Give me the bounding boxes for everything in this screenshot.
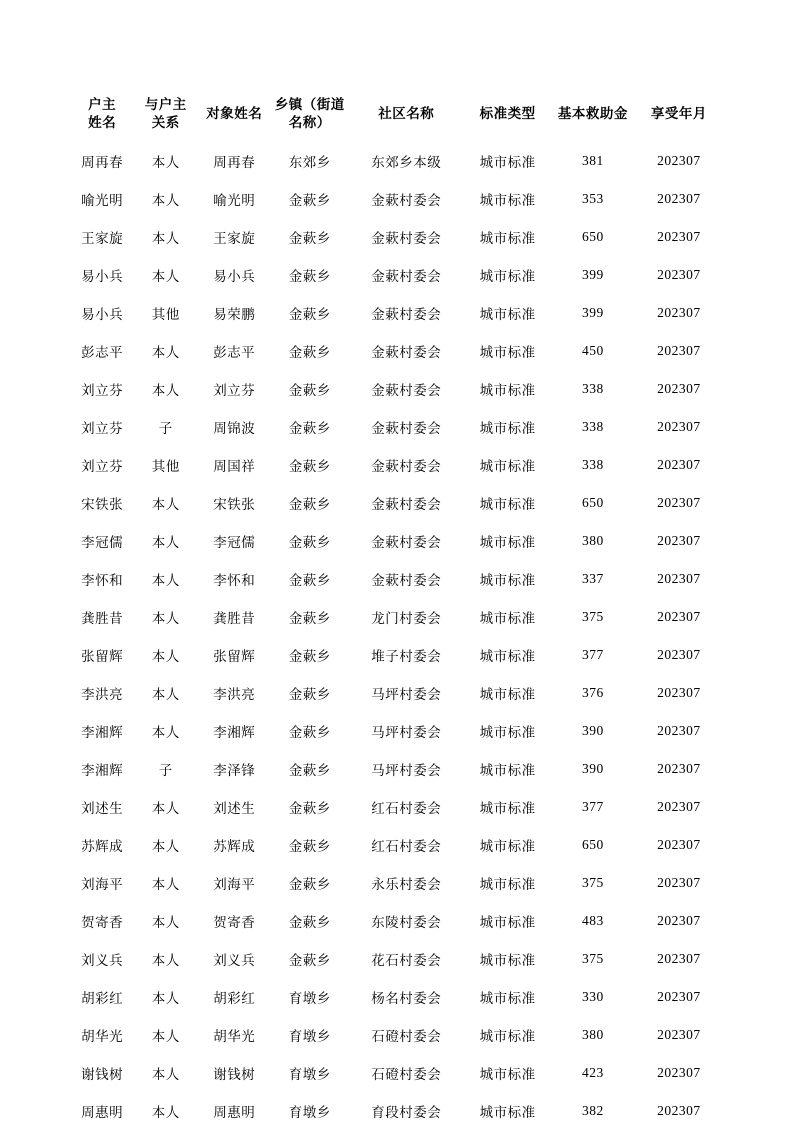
- header-line-1: 与户主: [144, 97, 187, 112]
- cell-standard-type: 城市标准: [479, 611, 536, 627]
- cell-community: 花石村委会: [371, 953, 442, 969]
- column-header-period: [635, 92, 723, 142]
- cell-standard-type: 城市标准: [479, 231, 536, 247]
- header-line-2: 关系: [151, 115, 180, 131]
- cell-period: 202307: [657, 1103, 701, 1119]
- cell-relationship: 本人: [151, 839, 180, 855]
- cell-period: 202307: [657, 419, 701, 435]
- cell-relationship: 本人: [151, 1029, 180, 1045]
- cell-relationship: 本人: [151, 991, 180, 1007]
- cell-community: 永乐村委会: [371, 877, 442, 893]
- cell-standard-type: 城市标准: [479, 877, 536, 893]
- cell-township: 金蔌乡: [288, 459, 331, 475]
- cell-object-name: 刘义兵: [213, 953, 256, 969]
- cell-householder-name: 周再春: [81, 155, 124, 171]
- table-row: [70, 180, 723, 218]
- cell-community: 金蔌村委会: [371, 383, 442, 399]
- header-line-1: 对象姓名: [206, 106, 263, 122]
- cell-standard-type: 城市标准: [479, 1029, 536, 1045]
- table-row: [70, 370, 723, 408]
- table-row: [70, 598, 723, 636]
- cell-object-name: 李湘辉: [213, 725, 256, 741]
- cell-community: 马坪村委会: [371, 763, 442, 779]
- cell-object-name: 周国祥: [213, 459, 256, 475]
- table-row: [70, 826, 723, 864]
- cell-object-name: 刘立芬: [213, 383, 256, 399]
- table-row: [70, 1092, 723, 1130]
- cell-period: 202307: [657, 609, 701, 625]
- cell-period: 202307: [657, 1027, 701, 1043]
- cell-period: 202307: [657, 267, 701, 283]
- cell-relationship: 本人: [151, 611, 180, 627]
- cell-object-name: 喻光明: [213, 193, 256, 209]
- table-row: [70, 864, 723, 902]
- cell-relationship: 本人: [151, 269, 180, 285]
- cell-period: 202307: [657, 723, 701, 739]
- cell-object-name: 彭志平: [213, 345, 256, 361]
- cell-township: 金蔌乡: [288, 763, 331, 779]
- cell-householder-name: 胡彩红: [81, 991, 124, 1007]
- cell-community: 东郊乡本级: [371, 155, 442, 171]
- cell-period: 202307: [657, 305, 701, 321]
- cell-standard-type: 城市标准: [479, 155, 536, 171]
- cell-basic-aid: 330: [582, 989, 604, 1005]
- cell-standard-type: 城市标准: [479, 459, 536, 475]
- cell-township: 金蔌乡: [288, 497, 331, 513]
- cell-relationship: 本人: [151, 193, 180, 209]
- cell-township: 金蔌乡: [288, 611, 331, 627]
- cell-standard-type: 城市标准: [479, 687, 536, 703]
- cell-object-name: 胡彩红: [213, 991, 256, 1007]
- cell-basic-aid: 375: [582, 875, 604, 891]
- cell-community: 杨名村委会: [371, 991, 442, 1007]
- cell-township: 金蔌乡: [288, 649, 331, 665]
- column-header-township: [271, 92, 348, 142]
- table-header-row: [70, 92, 723, 142]
- column-header-relationship: [134, 92, 197, 142]
- header-line-1: 社区名称: [378, 106, 435, 122]
- cell-relationship: 本人: [151, 497, 180, 513]
- cell-township: 金蔌乡: [288, 231, 331, 247]
- cell-householder-name: 苏辉成: [81, 839, 124, 855]
- header-line-1: 标准类型: [479, 106, 536, 122]
- cell-community: 金蔌村委会: [371, 193, 442, 209]
- cell-standard-type: 城市标准: [479, 269, 536, 285]
- table-row: [70, 484, 723, 522]
- cell-community: 马坪村委会: [371, 725, 442, 741]
- table-row: [70, 446, 723, 484]
- cell-relationship: 本人: [151, 345, 180, 361]
- cell-period: 202307: [657, 457, 701, 473]
- cell-householder-name: 李湘辉: [81, 725, 124, 741]
- table-row: [70, 902, 723, 940]
- cell-township: 金蔌乡: [288, 345, 331, 361]
- cell-relationship: 本人: [151, 231, 180, 247]
- cell-township: 金蔌乡: [288, 953, 331, 969]
- table-row: [70, 408, 723, 446]
- cell-relationship: 本人: [151, 155, 180, 171]
- cell-object-name: 宋铁张: [213, 497, 256, 513]
- cell-standard-type: 城市标准: [479, 953, 536, 969]
- cell-object-name: 李怀和: [213, 573, 256, 589]
- cell-period: 202307: [657, 761, 701, 777]
- table-row: [70, 1016, 723, 1054]
- cell-object-name: 易小兵: [213, 269, 256, 285]
- cell-householder-name: 李怀和: [81, 573, 124, 589]
- cell-relationship: 其他: [151, 459, 180, 475]
- cell-period: 202307: [657, 153, 701, 169]
- table-header: [70, 92, 723, 142]
- cell-township: 金蔌乡: [288, 307, 331, 323]
- cell-standard-type: 城市标准: [479, 991, 536, 1007]
- cell-relationship: 本人: [151, 877, 180, 893]
- cell-standard-type: 城市标准: [479, 1105, 536, 1121]
- cell-basic-aid: 380: [582, 533, 604, 549]
- table-row: [70, 940, 723, 978]
- cell-basic-aid: 375: [582, 951, 604, 967]
- header-line-2: 名称）: [288, 115, 331, 131]
- cell-householder-name: 李洪亮: [81, 687, 124, 703]
- cell-community: 金蔌村委会: [371, 497, 442, 513]
- cell-object-name: 苏辉成: [213, 839, 256, 855]
- column-header-community: [348, 92, 464, 142]
- cell-householder-name: 彭志平: [81, 345, 124, 361]
- table-row: [70, 256, 723, 294]
- cell-basic-aid: 399: [582, 305, 604, 321]
- cell-community: 金蔌村委会: [371, 231, 442, 247]
- cell-standard-type: 城市标准: [479, 193, 536, 209]
- table-body: [70, 142, 723, 1130]
- table-row: [70, 788, 723, 826]
- cell-relationship: 本人: [151, 1067, 180, 1083]
- cell-community: 堆子村委会: [371, 649, 442, 665]
- cell-relationship: 子: [158, 421, 173, 437]
- cell-township: 金蔌乡: [288, 839, 331, 855]
- cell-community: 石磴村委会: [371, 1029, 442, 1045]
- cell-object-name: 王家旋: [213, 231, 256, 247]
- cell-householder-name: 胡华光: [81, 1029, 124, 1045]
- cell-relationship: 本人: [151, 953, 180, 969]
- cell-basic-aid: 338: [582, 419, 604, 435]
- cell-basic-aid: 375: [582, 609, 604, 625]
- cell-township: 育墩乡: [288, 1105, 331, 1121]
- column-header-standard-type: [464, 92, 551, 142]
- cell-householder-name: 李冠儒: [81, 535, 124, 551]
- cell-basic-aid: 423: [582, 1065, 604, 1081]
- cell-period: 202307: [657, 799, 701, 815]
- cell-township: 金蔌乡: [288, 915, 331, 931]
- cell-object-name: 周惠明: [213, 1105, 256, 1121]
- cell-householder-name: 易小兵: [81, 269, 124, 285]
- cell-relationship: 本人: [151, 801, 180, 817]
- cell-period: 202307: [657, 837, 701, 853]
- table-row: [70, 674, 723, 712]
- cell-community: 金蔌村委会: [371, 573, 442, 589]
- cell-community: 马坪村委会: [371, 687, 442, 703]
- cell-township: 金蔌乡: [288, 535, 331, 551]
- cell-township: 金蔌乡: [288, 269, 331, 285]
- table-row: [70, 294, 723, 332]
- cell-period: 202307: [657, 1065, 701, 1081]
- cell-standard-type: 城市标准: [479, 725, 536, 741]
- cell-householder-name: 刘述生: [81, 801, 124, 817]
- cell-standard-type: 城市标准: [479, 535, 536, 551]
- cell-standard-type: 城市标准: [479, 421, 536, 437]
- table-row: [70, 712, 723, 750]
- header-line-1: 基本救助金: [557, 106, 628, 122]
- cell-basic-aid: 390: [582, 723, 604, 739]
- cell-township: 金蔌乡: [288, 687, 331, 703]
- cell-relationship: 本人: [151, 915, 180, 931]
- cell-object-name: 贺寄香: [213, 915, 256, 931]
- cell-basic-aid: 399: [582, 267, 604, 283]
- cell-period: 202307: [657, 913, 701, 929]
- cell-standard-type: 城市标准: [479, 383, 536, 399]
- cell-householder-name: 张留辉: [81, 649, 124, 665]
- cell-householder-name: 周惠明: [81, 1105, 124, 1121]
- cell-householder-name: 李湘辉: [81, 763, 124, 779]
- cell-householder-name: 刘义兵: [81, 953, 124, 969]
- cell-standard-type: 城市标准: [479, 345, 536, 361]
- cell-object-name: 刘海平: [213, 877, 256, 893]
- cell-community: 金蔌村委会: [371, 307, 442, 323]
- cell-relationship: 其他: [151, 307, 180, 323]
- cell-basic-aid: 380: [582, 1027, 604, 1043]
- cell-township: 东郊乡: [288, 155, 331, 171]
- cell-householder-name: 刘立芬: [81, 459, 124, 475]
- table-row: [70, 1054, 723, 1092]
- cell-householder-name: 刘立芬: [81, 383, 124, 399]
- cell-relationship: 本人: [151, 687, 180, 703]
- cell-basic-aid: 376: [582, 685, 604, 701]
- cell-community: 石磴村委会: [371, 1067, 442, 1083]
- cell-object-name: 周再春: [213, 155, 256, 171]
- cell-community: 红石村委会: [371, 801, 442, 817]
- cell-community: 育段村委会: [371, 1105, 442, 1121]
- cell-basic-aid: 382: [582, 1103, 604, 1119]
- cell-relationship: 本人: [151, 573, 180, 589]
- table-row: [70, 332, 723, 370]
- cell-object-name: 易荣鹏: [213, 307, 256, 323]
- cell-township: 金蔌乡: [288, 801, 331, 817]
- cell-community: 龙门村委会: [371, 611, 442, 627]
- cell-object-name: 张留辉: [213, 649, 256, 665]
- cell-standard-type: 城市标准: [479, 801, 536, 817]
- cell-period: 202307: [657, 875, 701, 891]
- column-header-basic-aid: [551, 92, 635, 142]
- cell-object-name: 龚胜昔: [213, 611, 256, 627]
- cell-householder-name: 龚胜昔: [81, 611, 124, 627]
- cell-period: 202307: [657, 381, 701, 397]
- cell-period: 202307: [657, 495, 701, 511]
- cell-householder-name: 王家旋: [81, 231, 124, 247]
- cell-township: 金蔌乡: [288, 421, 331, 437]
- subsidy-table: [70, 92, 723, 1130]
- cell-relationship: 本人: [151, 649, 180, 665]
- cell-period: 202307: [657, 989, 701, 1005]
- header-line-2: 姓名: [88, 115, 117, 131]
- cell-householder-name: 喻光明: [81, 193, 124, 209]
- table-row: [70, 750, 723, 788]
- cell-basic-aid: 337: [582, 571, 604, 587]
- cell-community: 金蔌村委会: [371, 459, 442, 475]
- cell-relationship: 本人: [151, 535, 180, 551]
- cell-object-name: 胡华光: [213, 1029, 256, 1045]
- cell-community: 金蔌村委会: [371, 269, 442, 285]
- cell-standard-type: 城市标准: [479, 763, 536, 779]
- cell-relationship: 本人: [151, 1105, 180, 1121]
- cell-basic-aid: 650: [582, 837, 604, 853]
- cell-period: 202307: [657, 951, 701, 967]
- cell-object-name: 刘述生: [213, 801, 256, 817]
- cell-period: 202307: [657, 685, 701, 701]
- cell-standard-type: 城市标准: [479, 915, 536, 931]
- column-header-object-name: [197, 92, 271, 142]
- cell-standard-type: 城市标准: [479, 1067, 536, 1083]
- cell-standard-type: 城市标准: [479, 497, 536, 513]
- header-line-1: 户主: [88, 97, 117, 112]
- cell-township: 金蔌乡: [288, 877, 331, 893]
- cell-community: 金蔌村委会: [371, 535, 442, 551]
- cell-basic-aid: 650: [582, 495, 604, 511]
- cell-period: 202307: [657, 647, 701, 663]
- cell-basic-aid: 483: [582, 913, 604, 929]
- table-row: [70, 218, 723, 256]
- cell-householder-name: 刘立芬: [81, 421, 124, 437]
- cell-relationship: 本人: [151, 725, 180, 741]
- cell-standard-type: 城市标准: [479, 307, 536, 323]
- cell-standard-type: 城市标准: [479, 839, 536, 855]
- table-row: [70, 978, 723, 1016]
- cell-object-name: 周锦波: [213, 421, 256, 437]
- cell-basic-aid: 353: [582, 191, 604, 207]
- cell-standard-type: 城市标准: [479, 573, 536, 589]
- cell-basic-aid: 390: [582, 761, 604, 777]
- cell-basic-aid: 450: [582, 343, 604, 359]
- cell-period: 202307: [657, 571, 701, 587]
- table-row: [70, 560, 723, 598]
- cell-basic-aid: 381: [582, 153, 604, 169]
- cell-object-name: 李泽锋: [213, 763, 256, 779]
- cell-householder-name: 易小兵: [81, 307, 124, 323]
- cell-householder-name: 谢钱树: [81, 1067, 124, 1083]
- cell-period: 202307: [657, 229, 701, 245]
- cell-township: 育墩乡: [288, 991, 331, 1007]
- cell-object-name: 李冠儒: [213, 535, 256, 551]
- cell-community: 金蔌村委会: [371, 421, 442, 437]
- cell-basic-aid: 338: [582, 457, 604, 473]
- column-header-householder-name: [70, 92, 134, 142]
- cell-township: 育墩乡: [288, 1067, 331, 1083]
- table-row: [70, 636, 723, 674]
- cell-householder-name: 宋铁张: [81, 497, 124, 513]
- cell-period: 202307: [657, 343, 701, 359]
- header-line-1: 享受年月: [650, 106, 707, 122]
- cell-basic-aid: 377: [582, 799, 604, 815]
- cell-householder-name: 贺寄香: [81, 915, 124, 931]
- cell-period: 202307: [657, 191, 701, 207]
- cell-householder-name: 刘海平: [81, 877, 124, 893]
- cell-township: 金蔌乡: [288, 383, 331, 399]
- cell-township: 金蔌乡: [288, 573, 331, 589]
- table-row: [70, 522, 723, 560]
- cell-standard-type: 城市标准: [479, 649, 536, 665]
- cell-object-name: 谢钱树: [213, 1067, 256, 1083]
- cell-relationship: 子: [158, 763, 173, 779]
- cell-object-name: 李洪亮: [213, 687, 256, 703]
- cell-community: 东陵村委会: [371, 915, 442, 931]
- cell-relationship: 本人: [151, 383, 180, 399]
- table-row: [70, 142, 723, 180]
- header-line-1: 乡镇（街道: [274, 97, 345, 112]
- cell-period: 202307: [657, 533, 701, 549]
- cell-township: 育墩乡: [288, 1029, 331, 1045]
- cell-basic-aid: 338: [582, 381, 604, 397]
- cell-community: 红石村委会: [371, 839, 442, 855]
- cell-community: 金蔌村委会: [371, 345, 442, 361]
- cell-basic-aid: 377: [582, 647, 604, 663]
- cell-township: 金蔌乡: [288, 193, 331, 209]
- cell-township: 金蔌乡: [288, 725, 331, 741]
- cell-basic-aid: 650: [582, 229, 604, 245]
